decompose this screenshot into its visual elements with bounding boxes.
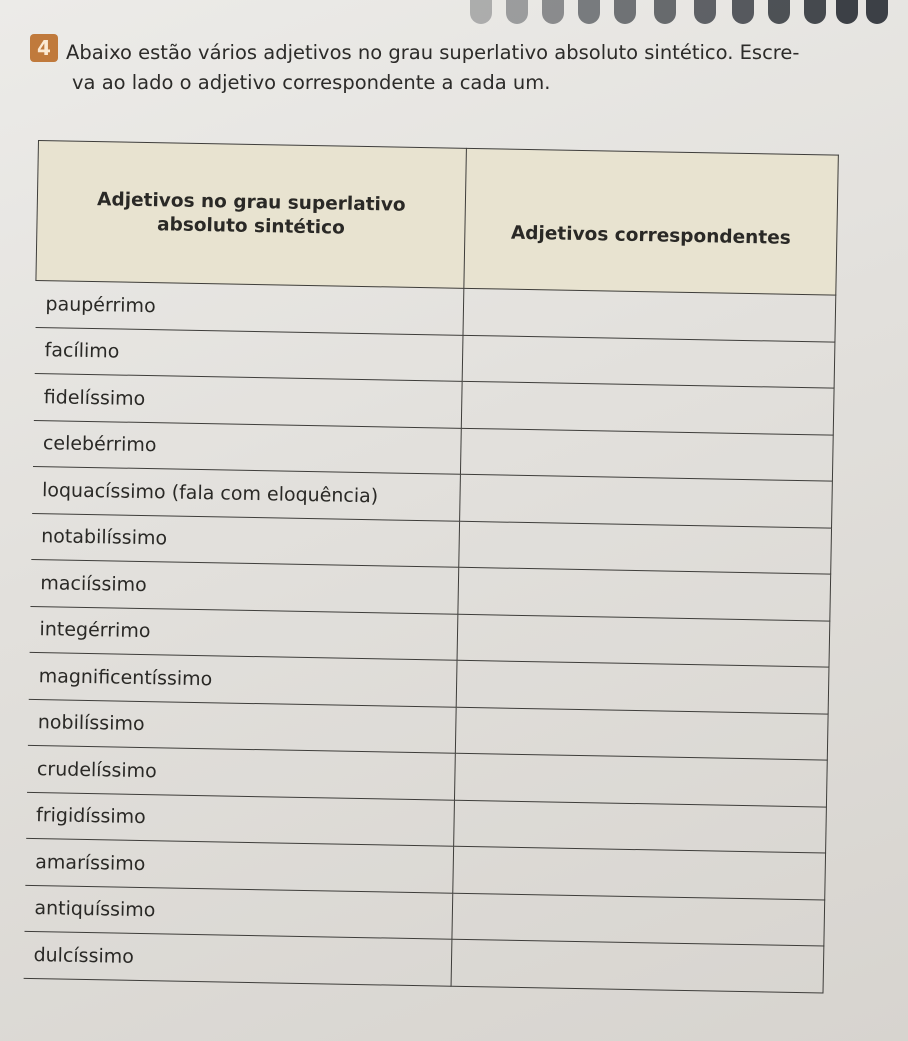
instruction-line-1: Abaixo estão vários adjetivos no grau superlativo absoluto sintético. Escre-	[66, 41, 800, 64]
superlative-cell: magnificentíssimo	[28, 652, 457, 706]
answer-cell[interactable]	[455, 707, 828, 760]
superlative-cell: fidelíssimo	[33, 373, 462, 427]
header-correspondents: Adjetivos correspondentes	[464, 148, 839, 295]
adjectives-table	[23, 140, 839, 993]
superlative-cell: loquacíssimo (fala com eloquência)	[32, 466, 461, 520]
answer-cell[interactable]	[462, 335, 835, 388]
superlative-cell: dulcíssimo	[23, 931, 452, 985]
superlative-cell: notabilíssimo	[31, 513, 460, 567]
superlative-cell: frigidíssimo	[26, 792, 455, 846]
answer-cell[interactable]	[459, 521, 832, 574]
answer-cell[interactable]	[454, 800, 827, 853]
table-header-row	[36, 141, 838, 296]
instruction-line-2: va ao lado o adjetivo correspondente a cada um.	[72, 71, 551, 94]
superlative-cell: crudelíssimo	[27, 745, 456, 799]
answer-cell[interactable]	[460, 428, 833, 481]
answer-cell[interactable]	[453, 846, 826, 899]
answer-cell[interactable]	[458, 567, 831, 620]
superlative-cell: maciíssimo	[30, 559, 459, 613]
header-superlative-line2: absoluto sintético	[156, 213, 345, 239]
superlative-cell: integérrimo	[29, 606, 458, 660]
answer-cell[interactable]	[463, 288, 836, 341]
superlative-cell: antiquíssimo	[24, 885, 453, 939]
answer-cell[interactable]	[461, 381, 834, 434]
exercise-instruction	[66, 38, 906, 98]
answer-cell[interactable]	[456, 660, 829, 713]
superlative-cell: amaríssimo	[25, 838, 454, 892]
answer-cell[interactable]	[451, 939, 824, 992]
exercise-number-badge: 4	[30, 34, 58, 62]
answer-cell[interactable]	[454, 753, 827, 806]
superlative-cell: nobilíssimo	[27, 699, 456, 753]
superlative-cell: celebérrimo	[33, 420, 462, 474]
superlative-cell: paupérrimo	[35, 280, 464, 334]
answer-cell[interactable]	[452, 893, 825, 946]
header-superlative-line1: Adjetivos no grau superlativo	[96, 188, 406, 216]
adjectives-table-wrapper	[23, 140, 838, 995]
answer-cell[interactable]	[460, 474, 833, 527]
table-body	[23, 280, 836, 992]
superlative-cell: facílimo	[34, 327, 463, 381]
answer-cell[interactable]	[457, 614, 830, 667]
header-superlative	[36, 141, 466, 289]
